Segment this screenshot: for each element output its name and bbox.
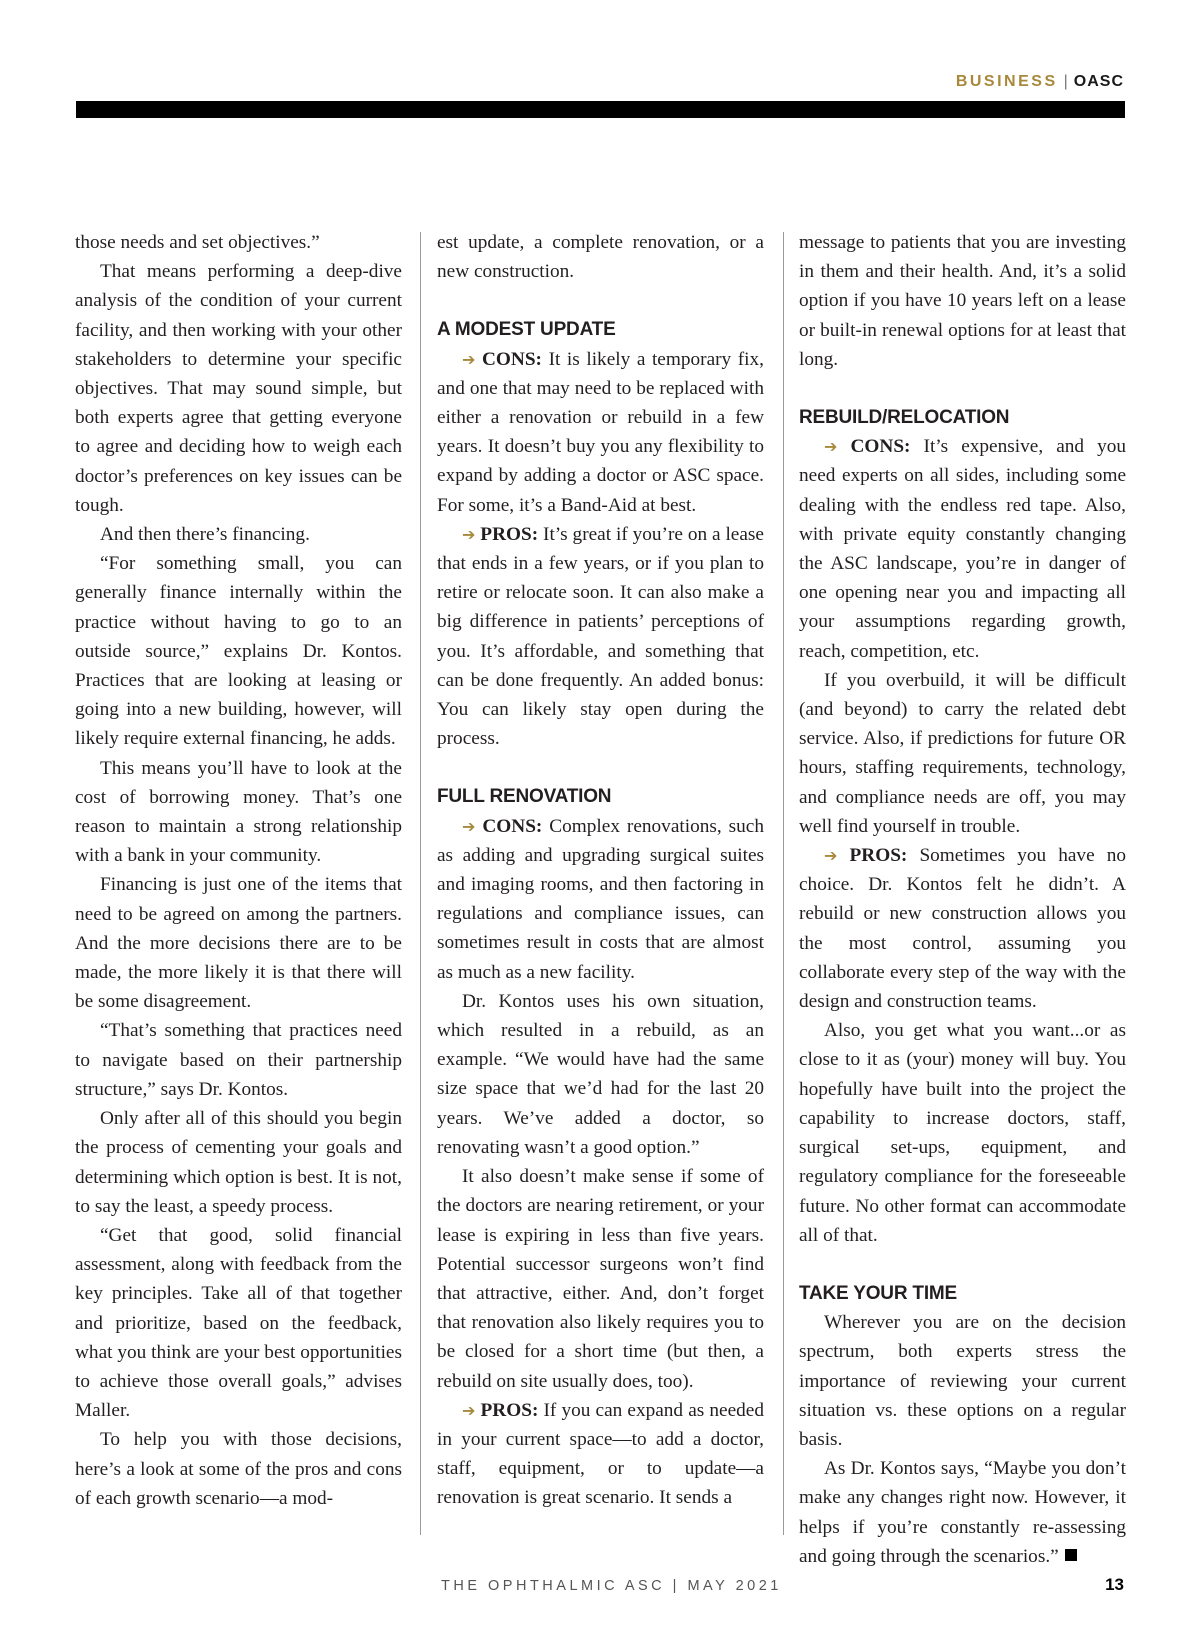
final-paragraph — [799, 1454, 1126, 1571]
paragraph: It also doesn’t make sense if some of the doctors are nearing retirement, or your lease is expiring in less than five years. Potential successor surgeons won’t find that attractive, either. And, don’t forget that renovation also likely requires you to be closed for a short time (but then, a rebuild on site usually does, too). — [437, 1166, 764, 1392]
paragraph: Only after all of this should you begin the process of cementing your goals and determining which option is best. It is not, to say the least, a speedy process. — [75, 1108, 402, 1217]
pros-label: PROS: — [480, 1399, 539, 1421]
publication-label: OASC — [1073, 73, 1124, 90]
article-column-1 — [75, 228, 402, 1513]
arrow-right-icon: ➔ — [462, 349, 476, 369]
section-label: BUSINESS — [955, 73, 1058, 90]
pros-label: PROS: — [849, 845, 908, 867]
paragraph-text: As Dr. Kontos says, “Maybe you don’t make any changes right now. However, it helps if you’re constantly re-assessing and going through the scenarios.” — [799, 1458, 1126, 1567]
paragraph: message to patients that you are investing in them and their health. And, it’s a solid option if you have 10 years left on a lease or built-in renewal options for at least that long. — [799, 232, 1126, 370]
arrow-right-icon: ➔ — [462, 1400, 476, 1420]
cons-paragraph — [437, 345, 764, 520]
article-column-2 — [437, 228, 764, 1513]
arrow-right-icon: ➔ — [462, 816, 476, 836]
running-footer: THE OPHTHALMIC ASC | MAY 2021 — [441, 1578, 782, 1594]
arrow-right-icon: ➔ — [824, 437, 838, 457]
subheading-rebuild-relocation: REBUILD/RELOCATION — [799, 407, 1010, 429]
paragraph: those needs and set objectives.” — [75, 232, 320, 253]
paragraph: “That’s something that practices need to navigate based on their partnership structure,” says Dr. Kontos. — [75, 1020, 402, 1100]
paragraph: Financing is just one of the items that need to be agreed on among the partners. And the more decisions there are to be made, the more likely it is that there will be some disagreement. — [75, 874, 402, 1013]
paragraph: To help you with those decisions, here’s a look at some of the pros and cons of each growth scenario—a mod- — [75, 1429, 402, 1509]
page-number: 13 — [1105, 1575, 1124, 1594]
pros-paragraph — [437, 1396, 764, 1513]
header-rule — [76, 101, 1125, 118]
end-of-article-icon — [1065, 1549, 1077, 1561]
subheading-take-your-time: TAKE YOUR TIME — [799, 1282, 958, 1304]
column-divider — [783, 232, 784, 1535]
pros-paragraph — [437, 520, 764, 754]
paragraph: Also, you get what you want...or as close to it as (your) money will buy. You hopefully have built into the project the capability to increase doctors, staff, surgical set-ups, equipment, and regulatory compliance for the foreseeable future. No other format can accommodate all of that. — [799, 1020, 1126, 1246]
subheading-full-renovation: FULL RENOVATION — [437, 786, 612, 808]
pros-label: PROS: — [480, 523, 539, 545]
arrow-right-icon: ➔ — [824, 846, 838, 866]
header-separator: | — [1063, 73, 1068, 90]
paragraph: Wherever you are on the decision spectrum, both experts stress the importance of reviewing your current situation vs. these options on a regular basis. — [799, 1312, 1126, 1450]
paragraph: Dr. Kontos uses his own situation, which resulted in a rebuild, as an example. “We would have had the same size space that we’d had for the last 20 years. We’ve added a doctor, so renovating wasn’t a good option.” — [437, 990, 764, 1158]
paragraph-text: It’s expensive, and you need experts on all sides, including some dealing with the endless red tape. Also, with private equity constantly changing the ASC landscape, you’re in danger of one opening near you and impacting all your assumptions regarding growth, reach, competition, etc. — [799, 436, 1127, 662]
paragraph: That means performing a deep-dive analysis of the condition of your current facility, and then working with your other stakeholders to determine your specific objectives. That may sound simple, but both experts agree that getting everyone to agree and deciding how to weigh each doctor’s preferences on key issues can be tough. — [75, 261, 402, 516]
paragraph-text: Complex renovations, such as adding and upgrading surgical suites and imaging rooms, and then factoring in regulations and compliance issues, can sometimes result in costs that are almost as much as a new facility. — [437, 815, 764, 983]
cons-label: CONS: — [482, 815, 543, 837]
paragraph: This means you’ll have to look at the cost of borrowing money. That’s one reason to maintain a strong relationship with a bank in your community. — [75, 757, 402, 867]
paragraph-text: If you can expand as needed in your current space—to add a doctor, staff, equipment, or to update—a renovation is great scenario. It sends a — [437, 1399, 764, 1509]
paragraph-text: It is likely a temporary fix, and one that may need to be replaced with either a renovation or rebuild in a few years. It doesn’t buy you any flexibility to expand by adding a doctor or ASC space. For some, it’s a Band-Aid at best. — [437, 348, 764, 516]
paragraph: est update, a complete renovation, or a new construction. — [437, 232, 764, 283]
paragraph-text: Sometimes you have no choice. Dr. Kontos felt he didn’t. A rebuild or new construction allows you the most control, assuming you collaborate every step of the way with the design and construction teams. — [799, 845, 1126, 1013]
paragraph-text: It’s great if you’re on a lease that ends in a few years, or if you plan to retire or relocate soon. It can also make a big difference in patients’ perceptions of you. It’s affordable, and something that can be done frequently. An added bonus: You can likely stay open during the process. — [437, 523, 764, 750]
arrow-right-icon: ➔ — [462, 524, 476, 544]
cons-paragraph — [437, 812, 764, 987]
paragraph: “Get that good, solid financial assessment, along with feedback from the key principles. Take all of that together and prioritize, based on the feedback, what you think are your best opportunities to achieve those overall goals,” advises Maller. — [75, 1224, 402, 1422]
paragraph: If you overbuild, it will be difficult (and beyond) to carry the related debt service. Also, if predictions for future OR hours, staffing requirements, technology, and compliance needs are off, you may well find yourself in trouble. — [799, 669, 1126, 837]
cons-paragraph — [799, 432, 1126, 666]
subheading-modest-update: A MODEST UPDATE — [437, 319, 616, 341]
running-header — [956, 73, 1124, 91]
cons-label: CONS: — [481, 348, 542, 370]
paragraph: “For something small, you can generally finance internally within the practice without having to go to an outside source,” explains Dr. Kontos. Practices that are looking at leasing or going into a new building, however, will likely require external financing, he adds. — [75, 553, 402, 750]
paragraph: And then there’s financing. — [100, 524, 310, 546]
cons-label: CONS: — [850, 436, 911, 458]
pros-paragraph — [799, 841, 1126, 1016]
column-divider — [420, 232, 421, 1535]
article-column-3 — [799, 228, 1126, 1571]
